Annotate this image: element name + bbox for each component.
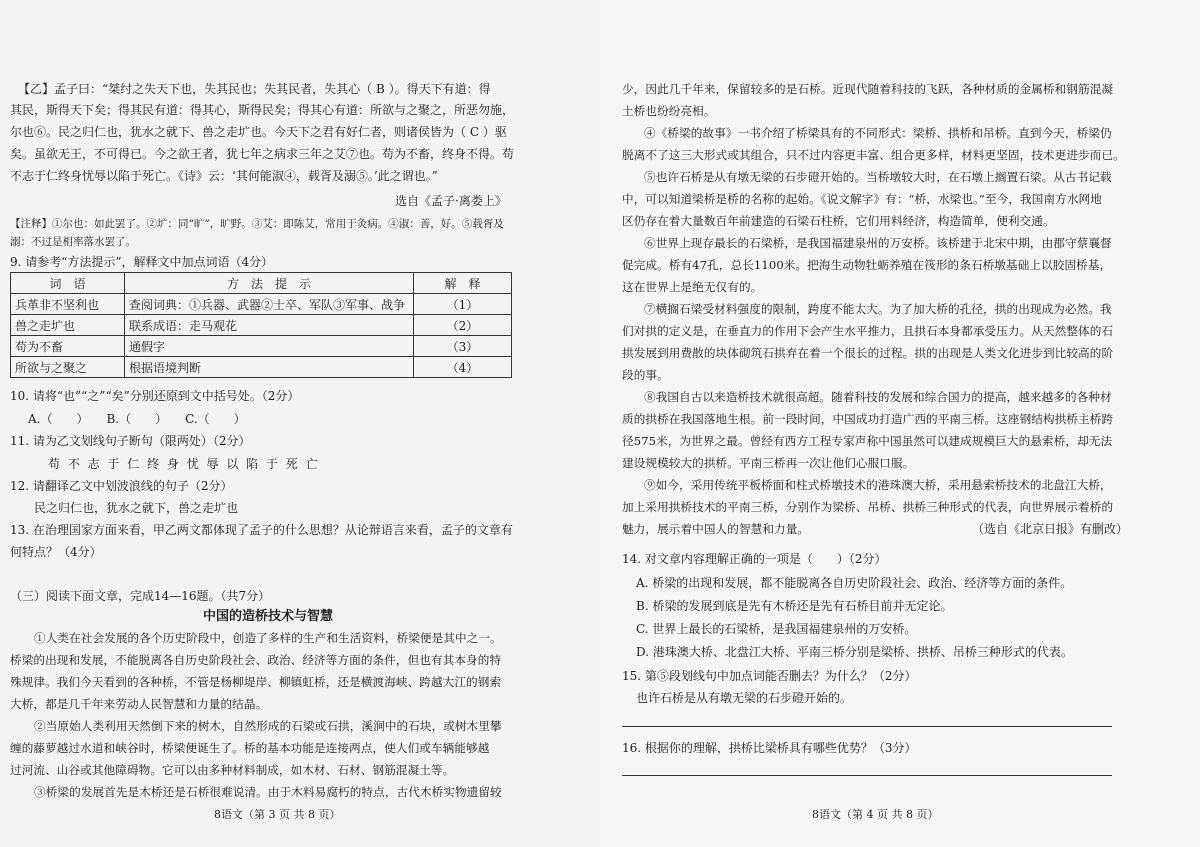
article-line: 过河流、山谷或其他障碍物。它可以由多种材料制成，如木材、石材、钢筋混凝土等。: [10, 763, 455, 777]
question-12-sentence: 民之归仁也，犹水之就下，兽之走圹也: [34, 501, 239, 515]
question-15: 15. 第⑤段划线句中加点词能否删去？为什么？（2分）: [622, 669, 917, 683]
article-line: 大桥，都是几千年来劳动人民智慧和力量的结晶。: [10, 697, 268, 711]
text-yi-line-1: 【乙】孟子曰：“桀纣之失天下也，失其民也；失其民者，失其心（ B ）。得天下有道：得: [18, 82, 491, 96]
page-4: [600, 0, 1200, 847]
article-line: ⑥世界上现存最长的石梁桥，是我国福建泉州的万安桥。该桥建于北宋中期，由郡守蔡襄督: [644, 236, 1112, 250]
option-a[interactable]: A. 桥梁的出现和发展，都不能脱离各自历史阶段社会、政治、经济等方面的条件。: [636, 576, 1073, 590]
table-row: [11, 294, 512, 315]
article-line: ③桥梁的发展首先是木桥还是石桥很难说清。由于木料易腐朽的特点，古代木桥实物遗留较: [34, 785, 502, 799]
table-cell: 联系成语：走马观花: [125, 315, 414, 336]
note-line-1: 【注释】①尔也：如此罢了。②圹：同“旷”，旷野。③艾：即陈艾，常用于灸病。④淑：善，好。⑤载胥及: [10, 218, 504, 230]
question-12: 12. 请翻译乙文中划波浪线的句子（2分）: [10, 479, 233, 493]
article-line: 魅力，展示着中国人的智慧和力量。: [622, 522, 810, 536]
article-line: ①人类在社会发展的各个历史阶段中，创造了多样的生产和生活资料，桥梁便是其中之一。: [34, 631, 502, 645]
article-line: 中，可以知道梁桥是桥的名称的起始。《说文解字》有：“桥，水梁也。”至今，我国南方水网地: [622, 192, 1102, 206]
question-10-options[interactable]: A.（ ） B.（ ） C.（ ）: [28, 412, 246, 426]
table-cell: 根据语境判断: [125, 357, 414, 378]
col-header: 词 语: [11, 273, 125, 294]
text-yi-line-2: 其民，斯得天下矣；得其民有道：得其心，斯得民矣；得其心有道：所欲与之聚之，所恶勿施，: [10, 103, 515, 117]
article-line: 加上采用拱桥技术的平南三桥，分别作为梁桥、吊桥、拱桥三种形式的代表，向世界展示着桥的: [622, 500, 1114, 514]
question-11: 11. 请为乙文划线句子断句（限两处）（2分）: [10, 434, 251, 448]
answer-cell[interactable]: （2）: [414, 315, 512, 336]
note-line-2: 溺：不过是相率落水罢了。: [10, 236, 136, 248]
article-line: ⑤也许石桥是从有墩无梁的石步磴开始的。当桥墩较大时，在石墩上搁置石梁。从古书记载: [644, 170, 1112, 184]
answer-cell[interactable]: （1）: [414, 294, 512, 315]
method-table: [10, 272, 512, 378]
article-line: 段的事。: [622, 368, 669, 382]
article-line: ④《桥梁的故事》一书介绍了桥梁具有的不同形式：梁桥、拱桥和吊桥。直到今天，桥梁仍: [644, 126, 1112, 140]
question-14: 14. 对文章内容理解正确的一项是（ ）（2分）: [622, 552, 887, 566]
table-row: [11, 357, 512, 378]
answer-line-16[interactable]: [622, 775, 1112, 776]
table-header: [11, 273, 512, 294]
article-line: ⑨如今，采用传统平板桥面和柱式桥墩技术的港珠澳大桥，采用悬索桥技术的北盘江大桥，: [644, 478, 1112, 492]
col-header: 解 释: [414, 273, 512, 294]
article-source: （选自《北京日报》有删改）: [972, 522, 1129, 536]
article-line: ⑦横搁石梁受材料强度的限制，跨度不能太大。为了加大桥的孔径，拱的出现成为必然。我: [644, 302, 1112, 316]
article-line: 桥梁的出现和发展，不能脱离各自历史阶段社会、政治、经济等方面的条件，但也有其本身的特: [10, 653, 502, 667]
question-9: 9. 请参考“方法提示”，解释文中加点词语（4分）: [10, 255, 274, 269]
article-line: 土桥也纷纷亮相。: [622, 104, 716, 118]
answer-cell[interactable]: （3）: [414, 336, 512, 357]
article-line: 促完成。桥有47孔，总长1100米。把海生动物牡蛎养殖在筏形的条石桥墩基础上以胶固桥基，: [622, 258, 1112, 272]
article-line: 少，因此几千年来，保留较多的是石桥。近现代随着科技的飞跃，各种材质的金属桥和钢筋混凝: [622, 82, 1114, 96]
option-d[interactable]: D. 港珠澳大桥、北盘江大桥、平南三桥分别是梁桥、拱桥、吊桥三种形式的代表。: [636, 645, 1073, 659]
table-row: [11, 315, 512, 336]
question-13-line-1: 13. 在治理国家方面来看，甲乙两文都体现了孟子的什么思想？从论辩语言来看，孟子的文章有: [10, 523, 513, 537]
table-cell: 所欲与之聚之: [11, 357, 125, 378]
article-line: 脱离不了这三大形式或其组合，只不过内容更丰富、组合更多样，材料更坚固，技术更进步而已。: [622, 148, 1125, 162]
table-cell: 查阅词典：①兵器、武器②士卒、军队③军事、战争: [125, 294, 414, 315]
article-line: 们对拱的定义是，在垂直力的作用下会产生水平推力，且拱石本身都承受压力。从天然整体的石: [622, 324, 1114, 338]
table-cell: 兽之走圹也: [11, 315, 125, 336]
question-16: 16. 根据你的理解，拱桥比梁桥具有哪些优势？（3分）: [622, 741, 917, 755]
question-10: 10. 请将“也”“之”“矣”分别还原到文中括号处。（2分）: [10, 389, 300, 403]
text-yi-line-5: 不志于仁终身忧辱以陷于死亡。《诗》云：‘其何能淑④，载胥及溺⑤。’此之谓也。”: [10, 169, 438, 183]
article-line: ⑧我国自古以来造桥技术就很高超。随着科技的发展和综合国力的提高，越来越多的各种材: [644, 390, 1112, 404]
table-row: [11, 336, 512, 357]
option-b[interactable]: B. 桥梁的发展到底是先有木桥还是先有石桥目前并无定论。: [636, 599, 953, 613]
section-3-header: （三）阅读下面文章，完成14—16题。（共7分）: [10, 589, 271, 603]
article-line: 拱发展到用费散的块体砌筑石拱弃在着一个很长的过程。拱的出现是人类文化进步到比较高的阶: [622, 346, 1114, 360]
article-title: 中国的造桥技术与智慧: [203, 609, 334, 624]
question-13-line-2: 何特点？（4分）: [10, 545, 102, 559]
answer-line-15[interactable]: [622, 726, 1112, 727]
question-11-sentence: 苟 不 志 于 仁 终 身 忧 辱 以 陷 于 死 亡: [48, 457, 320, 471]
answer-cell[interactable]: （4）: [414, 357, 512, 378]
article-line: 殊规律。我们今天看到的各种桥，不管是杨柳堤岸、柳镇虹桥，还是横渡海峡、跨越大江的钢索: [10, 675, 502, 689]
article-line: 径575米，为世界之最。曾经有西方工程专家声称中国虽然可以建成规模巨大的悬索桥，却无法: [622, 434, 1113, 448]
page-footer: 8语文（第 3 页 共 8 页）: [214, 808, 341, 821]
col-header: 方 法 提 示: [125, 273, 414, 294]
article-line: 这在世界上是绝无仅有的。: [622, 280, 763, 294]
article-line: 质的拱桥在我国落地生根。前一段时间，中国成功打造广西的平南三桥。这座钢结构拱桥主桥跨: [622, 412, 1114, 426]
table-cell: 兵革非不坚利也: [11, 294, 125, 315]
page-footer: 8语文（第 4 页 共 8 页）: [812, 808, 939, 821]
yi-source: 选自《孟子·离娄上》: [395, 194, 507, 208]
text-yi-line-4: 矣。虽欲无王，不可得已。今之欲王者，犹七年之病求三年之艾⑦也。苟为不畜，终身不得。苟: [10, 147, 515, 161]
article-line: ②当原始人类利用天然倒下来的树木，自然形成的石梁或石拱，溪涧中的石块，或树木里攀: [34, 719, 502, 733]
article-line: 建设规模较大的拱桥。平南三桥再一次让他们心服口服。: [622, 456, 915, 470]
question-15-sentence: 也许石桥是从有墩无梁的石步磴开始的。: [636, 691, 853, 705]
text-yi-line-3: 尔也⑥。民之归仁也，犹水之就下、兽之走圹也。今天下之君有好仁者，则诸侯皆为（ C ）驱: [10, 125, 507, 139]
option-c[interactable]: C. 世界上最长的石梁桥，是我国福建泉州的万安桥。: [636, 622, 917, 636]
article-line: 区仍存在着大量数百年前建造的石梁石柱桥，它们用料经济，构造简单，便利交通。: [622, 214, 1055, 228]
article-line: 缠的藤萝越过水道和峡谷时，桥梁便诞生了。桥的基本功能是连接两点，使人们或车辆能够越: [10, 741, 490, 755]
table-cell: 通假字: [125, 336, 414, 357]
table-cell: 苟为不畜: [11, 336, 125, 357]
